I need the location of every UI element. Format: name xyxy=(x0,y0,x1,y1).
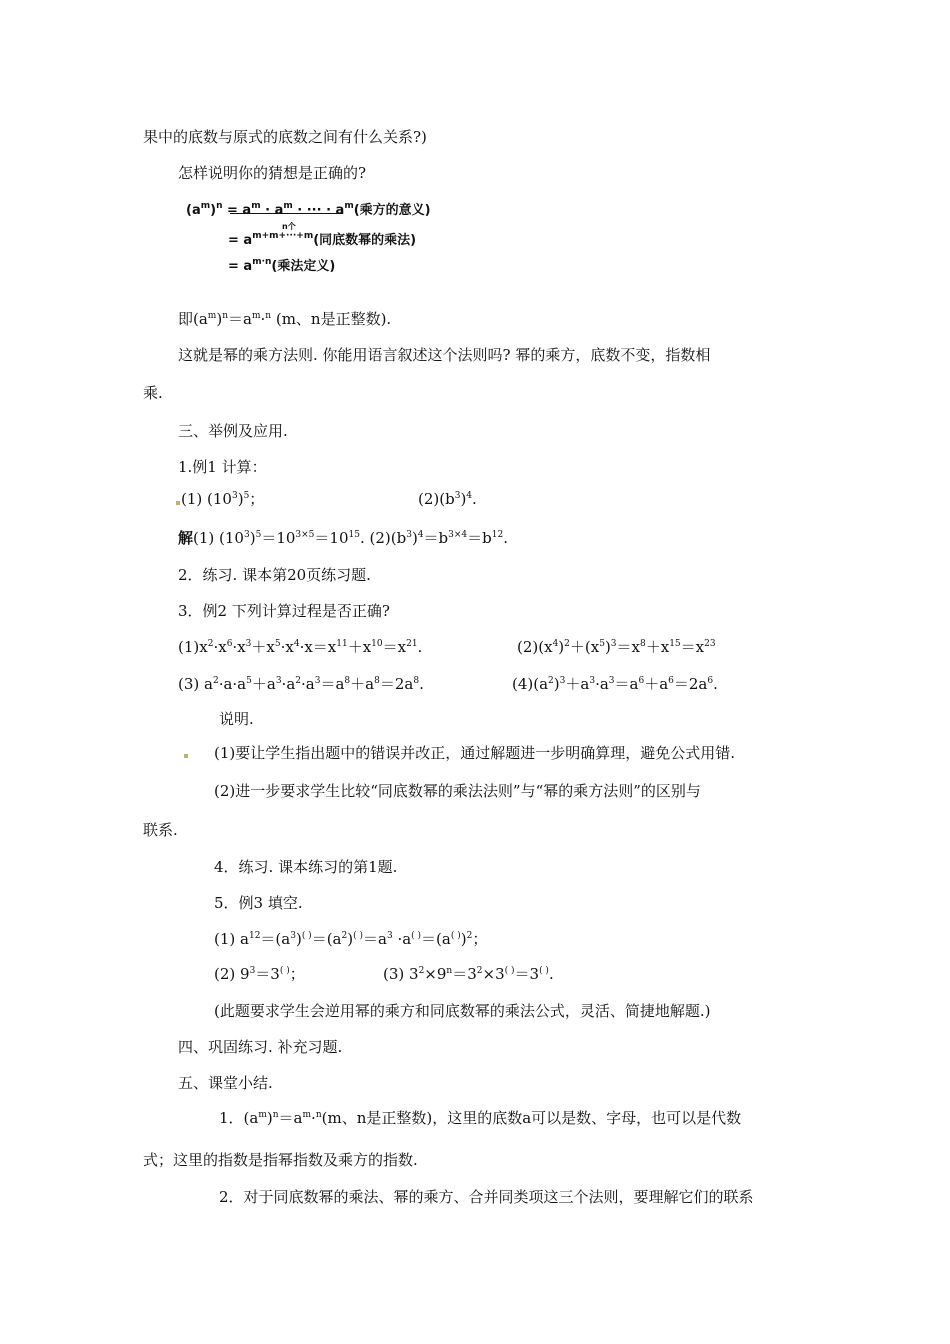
derivation-note: (同底数幂的乘法) xyxy=(313,233,417,248)
text-line: 乘. xyxy=(143,384,163,402)
derivation-note: (乘方的意义) xyxy=(353,203,431,218)
example-line: (1) $(10^3)^5$； xyxy=(181,490,265,508)
example-line: (1) $a^{12}=(a^3)^{( )}=(a^2)^{( )}=a^3 \cdot a^{( )}=(a^{( )})^2$； xyxy=(214,930,488,948)
solution-label: 解 xyxy=(178,529,194,547)
section-heading: 五、课堂小结. xyxy=(178,1074,273,1092)
text-line: 2．练习. 课本第20页练习题. xyxy=(178,566,371,584)
example-line: $(2)(x^4)^2+(x^5)^3=x^8+x^{15}=x^{23}$ xyxy=(517,638,716,656)
text-line: (2)进一步要求学生比较“同底数幂的乘法法则”与“幂的乘方法则”的区别与 xyxy=(214,782,701,800)
text-line: 2．对于同底数幂的乘法、幂的乘方、合并同类项这三个法则，要理解它们的联系 xyxy=(219,1188,754,1206)
derivation-image: $(a^m)^n = a^m \cdot a^m$ · ··· · $a^m$(乘方的意义) n个 = $a^{m+m+\cdot\cdot\cdot+m}$(同底数幂的乘法) = $a^{m\cdot n}$(乘法定义) xyxy=(186,201,431,274)
example-line: (3) $a^2\cdot a\cdot a^5+a^3\cdot a^2\cdot a^3=a^8+a^8=2a^8$. xyxy=(178,675,424,693)
text-line: 4．练习. 课本练习的第1题. xyxy=(214,858,398,876)
text-line: 联系. xyxy=(143,821,178,839)
text-line: 5．例3 填空. xyxy=(214,894,303,912)
example-line: (2) $9^3=3^{( )}$； xyxy=(214,965,305,983)
example-line: (3) $3^2\times 9^n=3^2\times 3^{( )}=3^{( )}$. xyxy=(383,965,554,983)
text-line: 3．例2 下列计算过程是否正确? xyxy=(178,602,390,620)
text-line: 说明. xyxy=(219,710,254,728)
power-law: 即$(a^m)^n=a^m\cdot^n$ (m、n是正整数). xyxy=(178,310,392,328)
derivation-note: (乘法定义) xyxy=(271,259,336,274)
text-line: 这就是幂的乘方法则. 你能用语言叙述这个法则吗? 幂的乘方，底数不变，指数相 xyxy=(178,346,711,364)
text-line: 式；这里的指数是指幂指数及乘方的指数. xyxy=(143,1151,418,1169)
scan-dot xyxy=(176,501,180,505)
text-line: 1.例1 计算： xyxy=(178,458,267,476)
text-line: 果中的底数与原式的底数之间有什么关系?) xyxy=(143,128,427,146)
example-line: $(4)(a^2)^3+a^3\cdot a^3=a^6+a^6=2a^6$. xyxy=(512,675,718,693)
brace-mark xyxy=(230,213,342,214)
solution-line: 解(1) $(10^3)^5=10^{3\times 5}=10^{15}$. $(2)(b^3)^4=b^{3\times 4}=b^{12}$. xyxy=(178,529,508,547)
section-heading: 四、巩固练习. 补充习题. xyxy=(178,1038,343,1056)
summary-line: 1．$(a^m)^n=a^m\cdot^n(m$、n是正整数)，这里的底数a可以是数、字母，也可以是代数 xyxy=(219,1109,742,1127)
example-line: $(1)x^2\cdot x^6\cdot x^3+x^5\cdot x^4\cdot x=x^{11}+x^{10}=x^{21}$. xyxy=(178,638,423,656)
text-line: 怎样说明你的猜想是正确的? xyxy=(178,164,367,182)
text-line: (此题要求学生会逆用幂的乘方和同底数幂的乘法公式，灵活、简捷地解题.) xyxy=(214,1002,711,1020)
section-heading: 三、举例及应用. xyxy=(178,422,288,440)
scan-dot xyxy=(184,754,188,758)
example-line: $(2)(b^3)^4$. xyxy=(418,490,477,508)
text-line: (1)要让学生指出题中的错误并改正，通过解题进一步明确算理，避免公式用错. xyxy=(214,744,736,762)
